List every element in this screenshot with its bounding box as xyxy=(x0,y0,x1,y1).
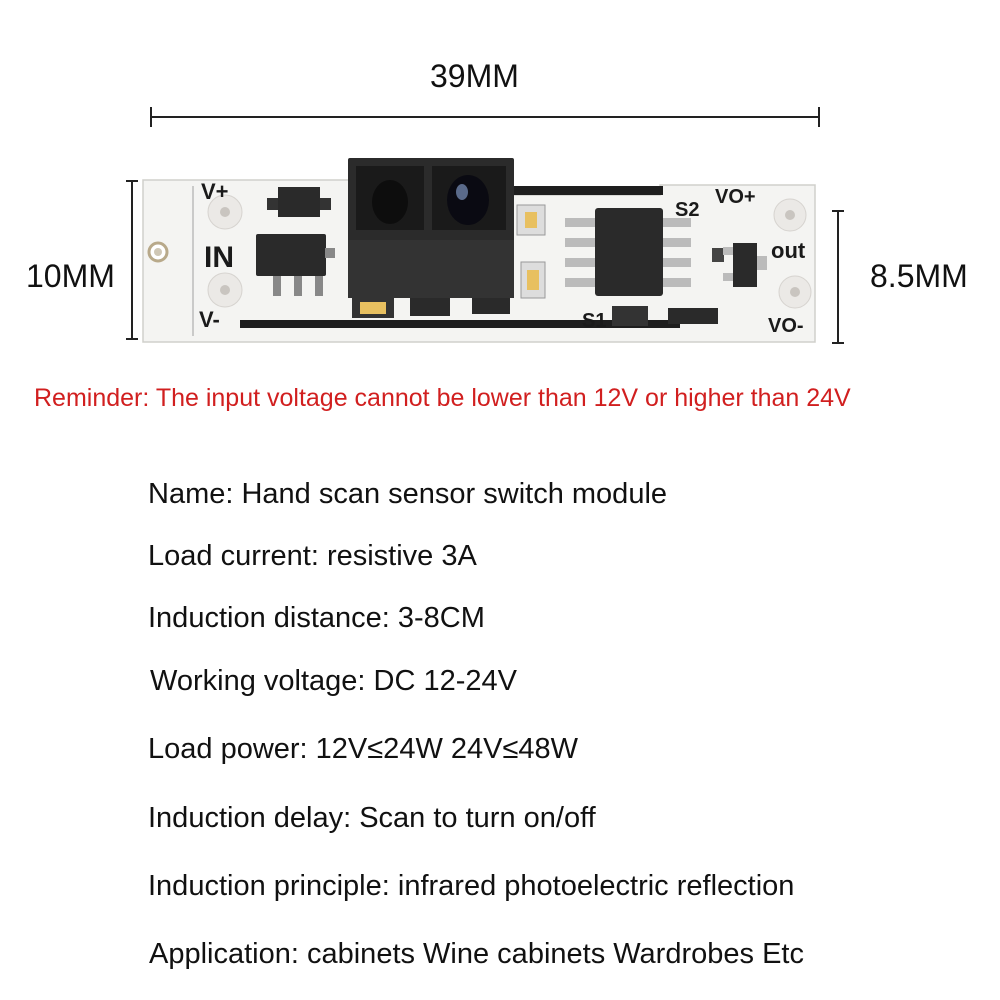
board-label-s1: S1 xyxy=(582,310,607,332)
board-label-vo-plus: VO+ xyxy=(715,186,756,208)
board-label-v-minus: V- xyxy=(199,307,220,332)
spec-induction-principle: Induction principle: infrared photoelectric reflection xyxy=(148,870,795,902)
board-label-v-plus: V+ xyxy=(201,179,229,204)
height-left-dimension-line xyxy=(126,181,138,339)
spec-name: Name: Hand scan sensor switch module xyxy=(148,478,668,510)
spec-load-current: Load current: resistive 3A xyxy=(148,540,477,572)
infrared-sensor xyxy=(348,158,514,298)
spec-working-voltage: Working voltage: DC 12-24V xyxy=(150,665,517,697)
board-label-vo-minus: VO- xyxy=(768,315,804,337)
height-left-dimension-label: 10MM xyxy=(26,258,115,294)
height-right-dimension-label: 8.5MM xyxy=(870,258,968,294)
spec-load-power: Load power: 12V≤24W 24V≤48W xyxy=(148,733,579,765)
voltage-reminder: Reminder: The input voltage cannot be lower than 12V or higher than 24V xyxy=(34,384,851,412)
board-label-out: out xyxy=(771,238,806,263)
spec-induction-distance: Induction distance: 3-8CM xyxy=(148,602,485,634)
spec-application: Application: cabinets Wine cabinets Wardrobes Etc xyxy=(149,938,804,970)
height-right-dimension-line xyxy=(832,211,844,343)
width-dimension-label: 39MM xyxy=(430,58,519,94)
spec-induction-delay: Induction delay: Scan to turn on/off xyxy=(148,802,596,834)
module-illustration xyxy=(0,0,1000,380)
board-label-s2: S2 xyxy=(675,199,700,221)
width-dimension-line xyxy=(151,107,819,127)
board-label-in: IN xyxy=(204,241,234,274)
